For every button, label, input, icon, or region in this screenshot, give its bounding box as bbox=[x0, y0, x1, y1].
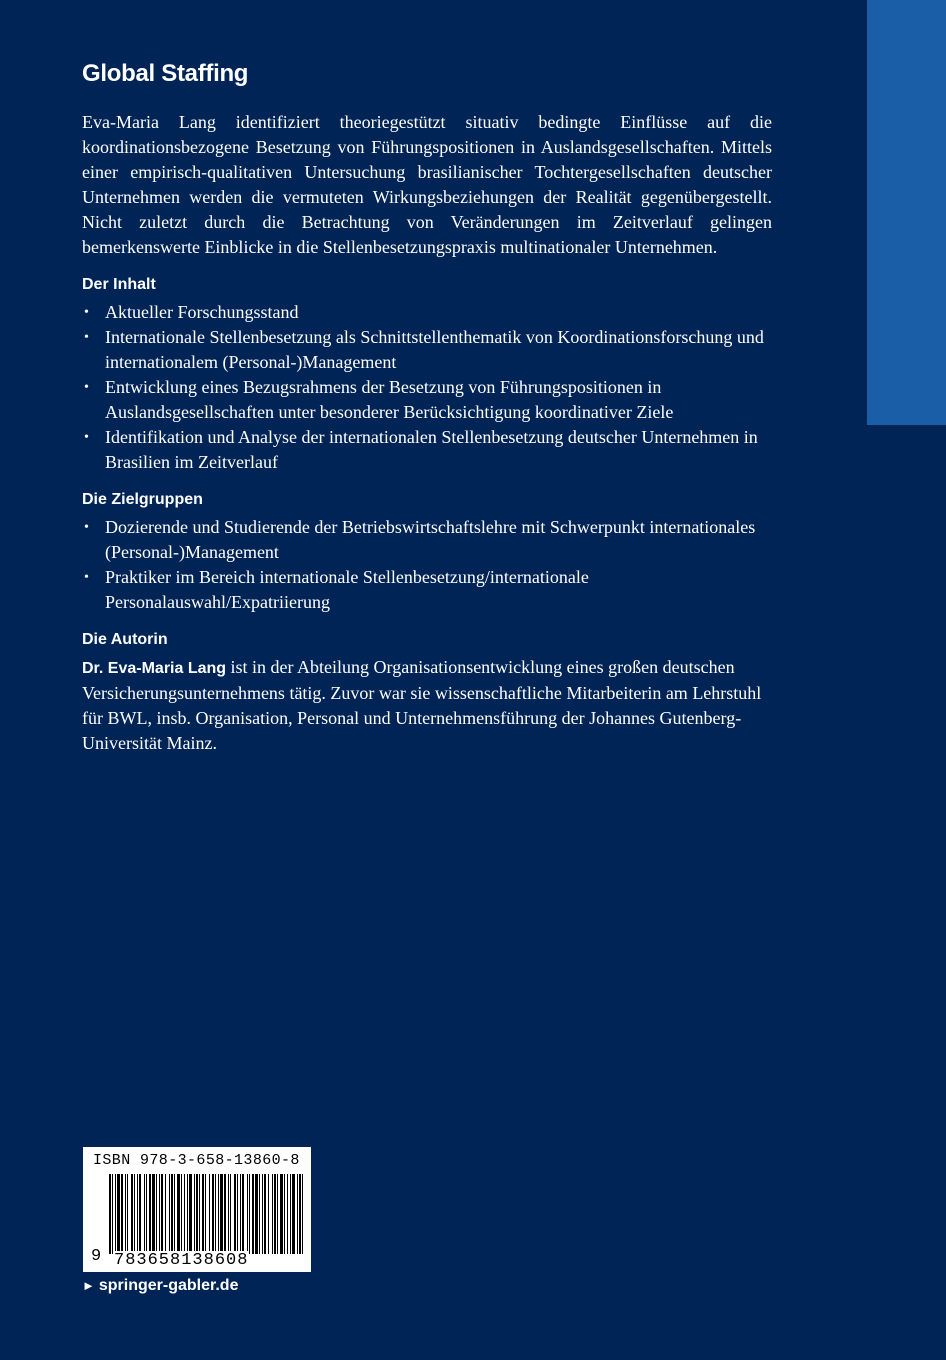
barcode-bar bbox=[297, 1174, 298, 1254]
barcode-bar bbox=[137, 1174, 138, 1254]
barcode-bar bbox=[292, 1174, 295, 1254]
barcode-bar bbox=[194, 1174, 195, 1254]
book-title: Global Staffing bbox=[82, 60, 249, 87]
barcode-bar bbox=[264, 1174, 266, 1254]
barcode-bar bbox=[299, 1174, 301, 1254]
barcode-bar bbox=[199, 1174, 200, 1254]
barcode-bar bbox=[139, 1174, 141, 1254]
barcode-bar bbox=[189, 1174, 192, 1254]
audience-list bbox=[82, 515, 772, 615]
barcode-bar bbox=[240, 1174, 241, 1254]
bullet-icon: • bbox=[84, 520, 89, 535]
bullet-icon: • bbox=[84, 430, 89, 445]
barcode-bar bbox=[152, 1174, 155, 1254]
ean-digits: 783658138608 bbox=[114, 1251, 249, 1270]
barcode-bar bbox=[109, 1174, 111, 1254]
barcode-bar bbox=[117, 1174, 120, 1254]
barcode-bar bbox=[220, 1174, 223, 1254]
barcode-bar bbox=[287, 1174, 288, 1254]
list-item: • Dozierende und Studierende der Betriebswirtschaftslehre mit Schwerpunkt internationales (Personal-)Management bbox=[84, 517, 756, 562]
contents-list bbox=[82, 300, 772, 475]
description: Eva-Maria Lang identifiziert theoriegestützt situativ bedingte Einflüsse auf die koordinationsbezogene Besetzung von Führungspositionen in Auslandsgesellschaften. Mittels einer empirisch-qualitativen Untersuchung brasilianischer Tochtergesellschaften deutscher Unternehmen werden die vermuteten Wirkungsbeziehungen der Realität gegenübergestellt. Nicht zuletzt durch die Betrachtung von Veränderungen im Zeitverlauf gelingen bemerkenswerte Einblicke in die Stellenbesetzungspraxis multinationaler Unternehmen. bbox=[82, 112, 772, 257]
barcode-bar bbox=[161, 1174, 163, 1254]
author-bio: Dr. Eva-Maria Lang ist in der Abteilung Organisationsentwicklung eines großen deutschen Versicherungsunternehmens tätig. Zuvor war sie wissenschaftliche Mitarbeiterin am Lehrstuhl für BWL, insb. Organisation, Personal und Unternehmensführung der Johannes Gutenberg-Universität Mainz. bbox=[82, 657, 762, 753]
barcode-bar bbox=[159, 1174, 160, 1254]
barcode-bar bbox=[290, 1174, 291, 1254]
bullet-icon: • bbox=[84, 305, 89, 320]
list-item: • Aktueller Forschungsstand bbox=[82, 300, 772, 325]
barcode-bar bbox=[215, 1174, 216, 1254]
barcode-bar bbox=[115, 1174, 116, 1254]
barcode-bar bbox=[165, 1174, 166, 1254]
barcode-bar bbox=[184, 1174, 185, 1254]
isbn-barcode bbox=[83, 1147, 311, 1272]
barcode-bar bbox=[234, 1174, 236, 1254]
back-cover-text bbox=[82, 60, 772, 756]
barcode-bar bbox=[134, 1174, 135, 1254]
barcode-bar bbox=[112, 1174, 113, 1254]
barcode-bar bbox=[209, 1174, 210, 1254]
bullet-icon: • bbox=[84, 330, 89, 345]
barcode-bar bbox=[144, 1174, 145, 1254]
list-item: • Internationale Stellenbesetzung als Schnittstellenthematik von Koordinationsforschung und internationalem (Personal-)Management bbox=[84, 327, 764, 372]
barcode-bar bbox=[125, 1174, 126, 1254]
barcode-bar bbox=[224, 1174, 226, 1254]
publisher-website[interactable]: ► springer-gabler.de bbox=[82, 1277, 239, 1294]
contents-heading: Der Inhalt bbox=[82, 276, 156, 293]
barcode-bar bbox=[181, 1174, 182, 1254]
barcode-bar bbox=[202, 1174, 204, 1254]
author-heading: Die Autorin bbox=[82, 631, 168, 648]
barcode-bars bbox=[109, 1174, 305, 1254]
accent-bar bbox=[867, 0, 946, 425]
barcode-bar bbox=[131, 1174, 133, 1254]
barcode-bar bbox=[230, 1174, 231, 1254]
list-item: • Praktiker im Bereich internationale Stellenbesetzung/internationale Personalauswahl/Expatriierung bbox=[84, 567, 589, 612]
barcode-bar bbox=[127, 1174, 128, 1254]
barcode-bar bbox=[146, 1174, 147, 1254]
barcode-bar bbox=[218, 1174, 219, 1254]
barcode-bar bbox=[149, 1174, 151, 1254]
bullet-icon: • bbox=[84, 380, 89, 395]
barcode-bar bbox=[205, 1174, 206, 1254]
author-name: Dr. Eva-Maria Lang bbox=[82, 660, 227, 677]
barcode-bar bbox=[196, 1174, 198, 1254]
bullet-icon: • bbox=[84, 570, 89, 585]
barcode-bar bbox=[212, 1174, 214, 1254]
barcode-bar bbox=[302, 1174, 303, 1254]
list-item: • Identifikation und Analyse der internationalen Stellenbesetzung deutscher Unternehmen in Brasilien im Zeitverlauf bbox=[84, 427, 758, 472]
barcode-bar bbox=[274, 1174, 276, 1254]
barcode-bar bbox=[121, 1174, 123, 1254]
barcode-bar bbox=[280, 1174, 283, 1254]
barcode-bar bbox=[187, 1174, 188, 1254]
barcode-bar bbox=[259, 1174, 260, 1254]
barcode-bar bbox=[242, 1174, 244, 1254]
isbn-number: ISBN 978-3-658-13860-8 bbox=[93, 1152, 300, 1169]
barcode-bar bbox=[156, 1174, 157, 1254]
barcode-bar bbox=[284, 1174, 285, 1254]
barcode-bar bbox=[277, 1174, 278, 1254]
barcode-bar bbox=[169, 1174, 170, 1254]
arrow-right-icon: ► bbox=[82, 1278, 95, 1293]
barcode-bar bbox=[174, 1174, 175, 1254]
audience-heading: Die Zielgruppen bbox=[82, 491, 203, 508]
ean-first-digit: 9 bbox=[91, 1247, 102, 1266]
barcode-bar bbox=[228, 1174, 229, 1254]
barcode-bar bbox=[255, 1174, 258, 1254]
list-item: • Entwicklung eines Bezugsrahmens der Besetzung von Führungspositionen in Auslandsgesellschaften unter besonderer Berücksichtigung koordinativer Ziele bbox=[84, 377, 674, 422]
barcode-bar bbox=[268, 1174, 269, 1254]
barcode-bar bbox=[247, 1174, 248, 1254]
barcode-bar bbox=[262, 1174, 263, 1254]
barcode-bar bbox=[237, 1174, 238, 1254]
barcode-bar bbox=[171, 1174, 173, 1254]
barcode-bar bbox=[177, 1174, 180, 1254]
barcode-bar bbox=[272, 1174, 273, 1254]
barcode-bar bbox=[249, 1174, 250, 1254]
barcode-bar bbox=[252, 1174, 254, 1254]
